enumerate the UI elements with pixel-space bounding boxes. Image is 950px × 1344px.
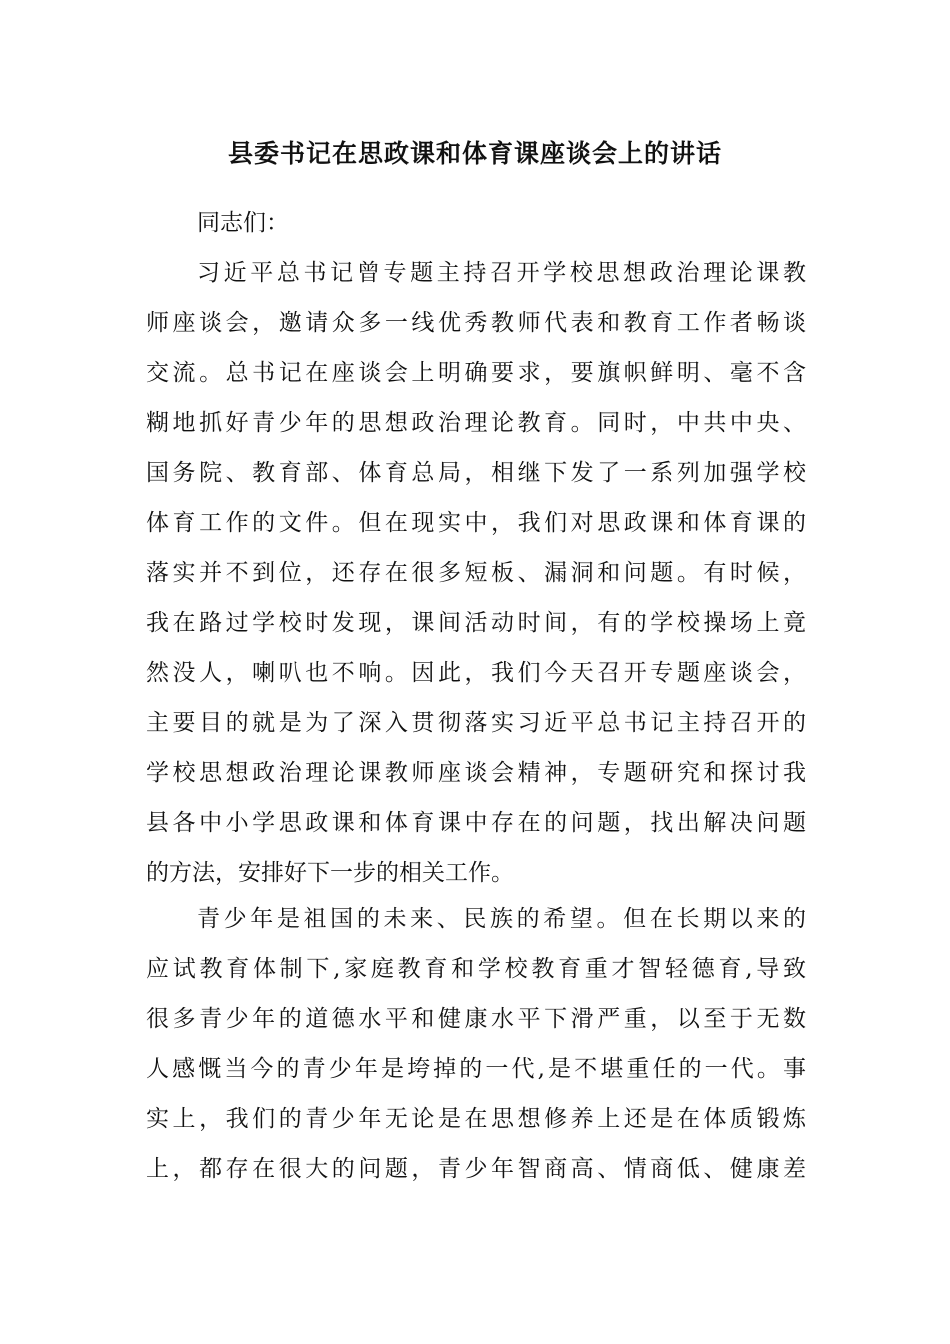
paragraph-line: 国务院、教育部、体育总局，相继下发了一系列加强学校 xyxy=(146,460,806,486)
paragraph-line: 很多青少年的道德水平和健康水平下滑严重，以至于无数 xyxy=(146,1006,806,1032)
paragraph-line: 的方法，安排好下一步的相关工作。 xyxy=(146,860,514,886)
paragraph-line: 县各中小学思政课和体育课中存在的问题，找出解决问题 xyxy=(146,810,806,836)
paragraph-line: 师座谈会，邀请众多一线优秀教师代表和教育工作者畅谈 xyxy=(146,310,806,336)
paragraph-line: 习近平总书记曾专题主持召开学校思想政治理论课教 xyxy=(197,260,806,286)
salutation: 同志们： xyxy=(197,210,289,236)
paragraph-1 xyxy=(146,248,806,898)
paragraph-line: 体育工作的文件。但在现实中，我们对思政课和体育课的 xyxy=(146,510,806,536)
paragraph-line: 人感慨当今的青少年是垮掉的一代,是不堪重任的一代。事 xyxy=(146,1056,806,1082)
paragraph-line: 青少年是祖国的未来、民族的希望。但在长期以来的 xyxy=(197,906,806,932)
paragraph-line: 主要目的就是为了深入贯彻落实习近平总书记主持召开的 xyxy=(146,710,806,736)
document-title: 县委书记在思政课和体育课座谈会上的讲话 xyxy=(227,139,722,168)
paragraph-line: 糊地抓好青少年的思想政治理论教育。同时，中共中央、 xyxy=(146,410,806,436)
paragraph-line: 落实并不到位，还存在很多短板、漏洞和问题。有时候， xyxy=(146,560,806,586)
paragraph-line: 我在路过学校时发现，课间活动时间，有的学校操场上竟 xyxy=(146,610,806,636)
paragraph-line: 实上，我们的青少年无论是在思想修养上还是在体质锻炼 xyxy=(146,1106,806,1132)
paragraph-2 xyxy=(146,894,806,1194)
paragraph-line: 应试教育体制下,家庭教育和学校教育重才智轻德育,导致 xyxy=(146,956,806,982)
paragraph-line: 学校思想政治理论课教师座谈会精神，专题研究和探讨我 xyxy=(146,760,806,786)
paragraph-line: 交流。总书记在座谈会上明确要求，要旗帜鲜明、毫不含 xyxy=(146,360,806,386)
paragraph-line: 上，都存在很大的问题，青少年智商高、情商低、健康差 xyxy=(146,1156,806,1182)
paragraph-line: 然没人，喇叭也不响。因此，我们今天召开专题座谈会， xyxy=(146,660,806,686)
